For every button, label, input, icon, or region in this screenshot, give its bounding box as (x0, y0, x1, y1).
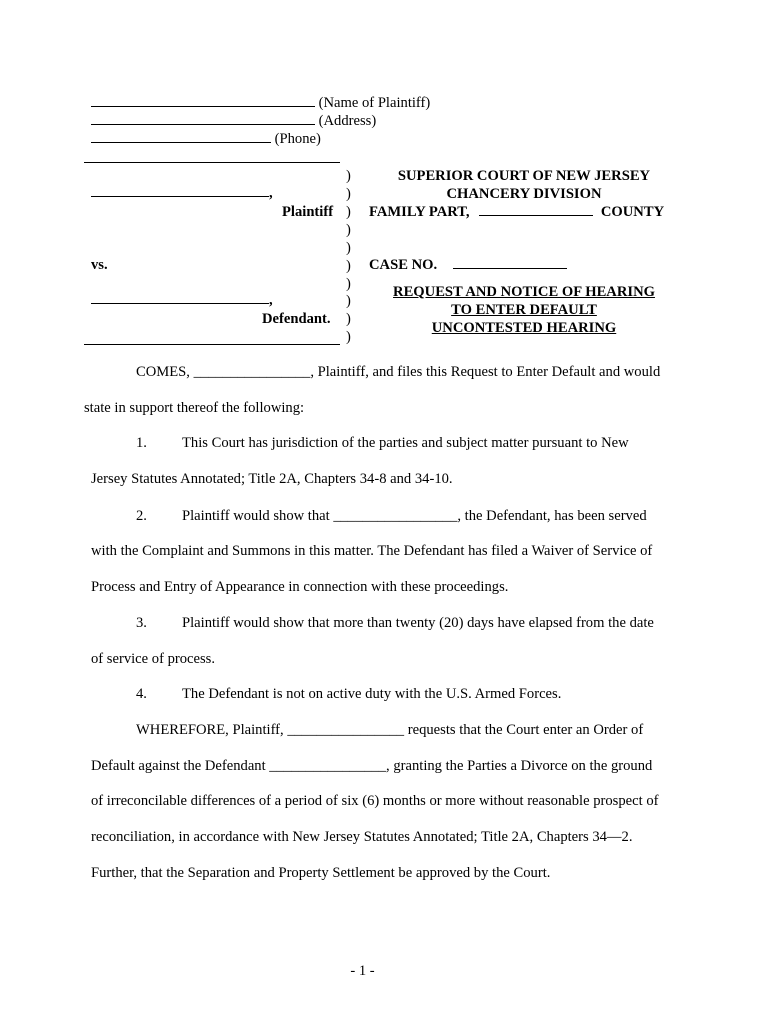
item-2-line-1: Plaintiff would show that _________________, the Defendant, has been served (182, 508, 647, 524)
vs-label: vs. (91, 257, 108, 273)
caption-paren: ) (346, 258, 351, 274)
caption-paren: ) (346, 276, 351, 292)
case-no-line (369, 256, 567, 274)
plaintiff-phone-line (91, 130, 321, 148)
intro-line-2: state in support thereof the following: (84, 400, 305, 416)
defendant-party-blank[interactable] (91, 291, 269, 304)
plaintiff-phone-label: (Phone) (274, 131, 321, 147)
county-blank[interactable] (479, 203, 593, 216)
wherefore-line-1: WHEREFORE, Plaintiff, ________________ requests that the Court enter an Order of (136, 722, 644, 738)
court-name: SUPERIOR COURT OF NEW JERSEY (397, 168, 651, 184)
item-number: 2. (136, 508, 147, 524)
item-number: 4. (136, 686, 147, 702)
case-no-blank[interactable] (453, 256, 567, 269)
wherefore-line-5: Further, that the Separation and Property Settlement be approved by the Court. (91, 865, 551, 881)
wherefore-line-2: Default against the Defendant ________________, granting the Parties a Divorce on the ground (91, 758, 653, 774)
plaintiff-address-line (91, 112, 376, 130)
defendant-party-line (91, 291, 273, 309)
caption-paren: ) (346, 293, 351, 309)
item-2-line-3: Process and Entry of Appearance in connection with these proceedings. (91, 579, 509, 595)
case-no-label: CASE NO. (369, 257, 438, 273)
plaintiff-phone-blank[interactable] (91, 130, 271, 143)
plaintiff-address-label: (Address) (318, 113, 377, 129)
document-title-line: UNCONTESTED HEARING (431, 320, 617, 336)
wherefore-line-4: reconciliation, in accordance with New Jersey Statutes Annotated; Title 2A, Chapters 34—2. (91, 829, 633, 845)
item-1-line-1: This Court has jurisdiction of the parties and subject matter pursuant to New (182, 435, 629, 451)
caption-paren: ) (346, 186, 351, 202)
item-1-line-2: Jersey Statutes Annotated; Title 2A, Chapters 34-8 and 34-10. (91, 471, 453, 487)
caption-paren: ) (346, 222, 351, 238)
caption-top-rule (84, 162, 340, 163)
caption-paren: ) (346, 329, 351, 345)
wherefore-line-3: of irreconcilable differences of a period of six (6) months or more without reasonable prospect of (91, 793, 659, 809)
document-title-line: TO ENTER DEFAULT (451, 302, 597, 318)
plaintiff-party-blank[interactable] (91, 184, 269, 197)
item-3-line-1: Plaintiff would show that more than twenty (20) days have elapsed from the date (182, 615, 654, 631)
caption-paren: ) (346, 168, 351, 184)
defendant-party-comma: , (269, 292, 273, 308)
caption-bottom-rule (84, 344, 340, 345)
court-division: CHANCERY DIVISION (446, 186, 602, 202)
plaintiff-label: Plaintiff (282, 204, 334, 220)
caption-paren: ) (346, 204, 351, 220)
intro-text-a: COMES, (136, 364, 194, 380)
court-part-line (369, 203, 664, 221)
plaintiff-party-line (91, 184, 273, 202)
county-label: COUNTY (600, 204, 665, 220)
item-2-line-2: with the Complaint and Summons in this matter. The Defendant has filed a Waiver of Service of (91, 543, 653, 559)
plaintiff-name-label: (Name of Plaintiff) (318, 95, 431, 111)
intro-line-1 (136, 363, 660, 381)
intro-text-b: , Plaintiff, and files this Request to Enter Default and would (310, 364, 661, 380)
family-part-label: FAMILY PART, (369, 204, 470, 220)
caption-paren: ) (346, 240, 351, 256)
page-number: - 1 - (350, 963, 375, 979)
plaintiff-party-comma: , (269, 185, 273, 201)
document-title-line: REQUEST AND NOTICE OF HEARING (393, 284, 655, 300)
caption-paren: ) (346, 311, 351, 327)
plaintiff-name-blank[interactable] (91, 94, 315, 107)
plaintiff-name-line (91, 94, 430, 112)
item-4-line-1: The Defendant is not on active duty with the U.S. Armed Forces. (182, 686, 562, 702)
item-3-line-2: of service of process. (91, 651, 215, 667)
item-number: 1. (136, 435, 147, 451)
intro-plaintiff-blank[interactable]: ________________ (193, 364, 311, 380)
item-number: 3. (136, 615, 147, 631)
defendant-label: Defendant. (262, 311, 331, 327)
plaintiff-address-blank[interactable] (91, 112, 315, 125)
